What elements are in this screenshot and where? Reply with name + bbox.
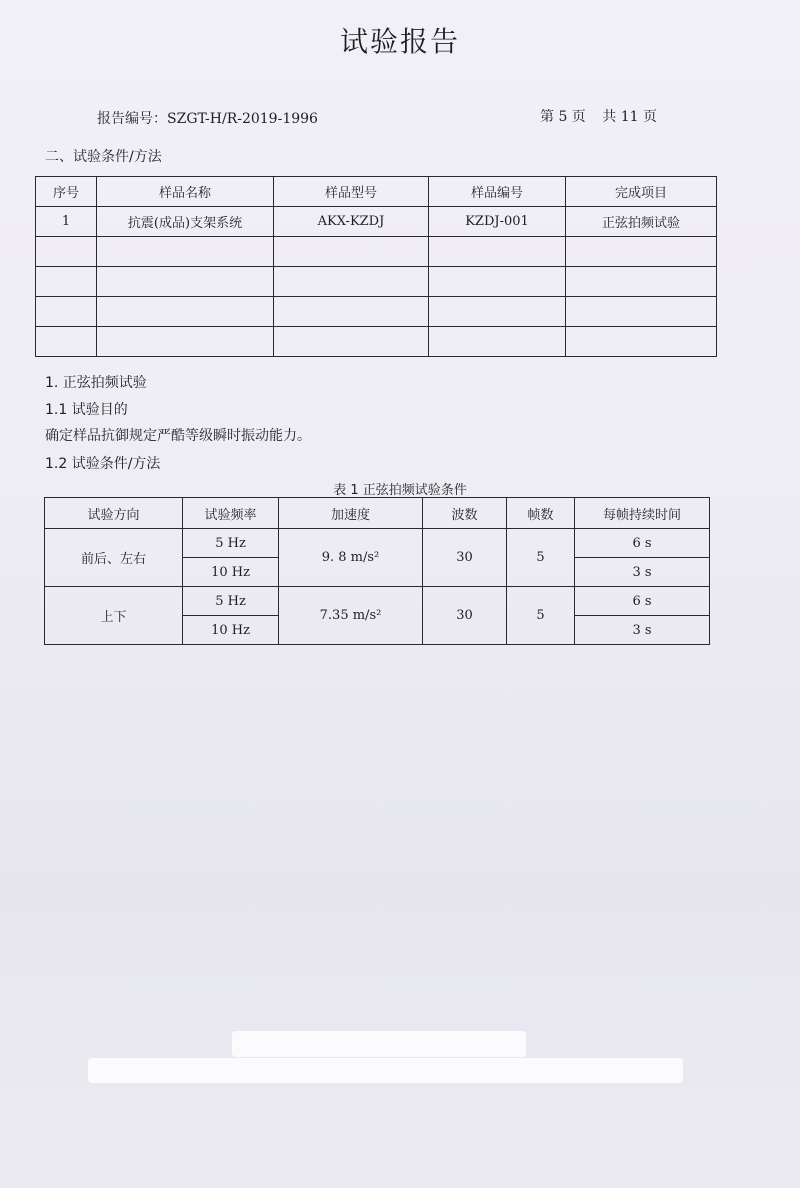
table-row xyxy=(36,297,717,327)
table-cell: AKX-KZDJ xyxy=(274,207,429,237)
conditions-heading: 1.2 试验条件/方法 xyxy=(45,456,161,472)
table-row xyxy=(36,207,717,237)
header-cell: 试验频率 xyxy=(183,498,279,529)
table-cell: 正弦拍频试验 xyxy=(566,207,717,237)
header-cell: 波数 xyxy=(423,498,507,529)
acceleration-cell: 7.35 m/s² xyxy=(279,587,423,645)
table-row xyxy=(45,529,710,558)
purpose-text: 确定样品抗御规定严酷等级瞬时振动能力。 xyxy=(45,428,311,444)
duration-cell: 6 s xyxy=(575,529,710,558)
header-cell: 样品型号 xyxy=(274,177,429,207)
header-cell: 完成项目 xyxy=(566,177,717,207)
frames-cell: 5 xyxy=(507,587,575,645)
redaction-block xyxy=(88,1058,683,1083)
frequency-cell: 5 Hz xyxy=(183,529,279,558)
duration-cell: 3 s xyxy=(575,616,710,645)
header-cell: 序号 xyxy=(36,177,97,207)
header-cell: 试验方向 xyxy=(45,498,183,529)
purpose-heading: 1.1 试验目的 xyxy=(45,402,128,418)
header-cell: 加速度 xyxy=(279,498,423,529)
waves-cell: 30 xyxy=(423,587,507,645)
table-cell: KZDJ-001 xyxy=(429,207,566,237)
report-title: 试验报告 xyxy=(339,25,460,58)
page-info xyxy=(540,106,657,126)
waves-cell: 30 xyxy=(423,529,507,587)
table-header-row xyxy=(36,177,717,207)
frequency-cell: 10 Hz xyxy=(183,616,279,645)
report-number: 报告编号：SZGT-H/R-2019-1996 xyxy=(97,111,318,127)
direction-cell: 上下 xyxy=(45,587,183,645)
test-heading: 1. 正弦拍频试验 xyxy=(45,375,147,391)
table-row xyxy=(36,327,717,357)
duration-cell: 3 s xyxy=(575,558,710,587)
redaction-block xyxy=(232,1031,526,1057)
header-cell: 样品编号 xyxy=(429,177,566,207)
header-cell: 样品名称 xyxy=(97,177,274,207)
table-cell: 1 xyxy=(36,207,97,237)
table-caption: 表 1 正弦拍频试验条件 xyxy=(333,483,467,498)
frequency-cell: 10 Hz xyxy=(183,558,279,587)
duration-cell: 6 s xyxy=(575,587,710,616)
sample-table xyxy=(35,176,717,357)
header-cell: 每帧持续时间 xyxy=(575,498,710,529)
table-row xyxy=(36,267,717,297)
direction-cell: 前后、左右 xyxy=(45,529,183,587)
page-number: 第 5 页 xyxy=(540,109,586,125)
header-cell: 帧数 xyxy=(507,498,575,529)
table-cell: 抗震(成品)支架系统 xyxy=(97,207,274,237)
frames-cell: 5 xyxy=(507,529,575,587)
page-total: 共 11 页 xyxy=(602,109,657,125)
table-row xyxy=(45,587,710,616)
table-row xyxy=(36,237,717,267)
acceleration-cell: 9. 8 m/s² xyxy=(279,529,423,587)
frequency-cell: 5 Hz xyxy=(183,587,279,616)
table-header-row xyxy=(45,498,710,529)
section-title: 二、试验条件/方法 xyxy=(45,149,162,165)
conditions-table xyxy=(44,497,710,645)
